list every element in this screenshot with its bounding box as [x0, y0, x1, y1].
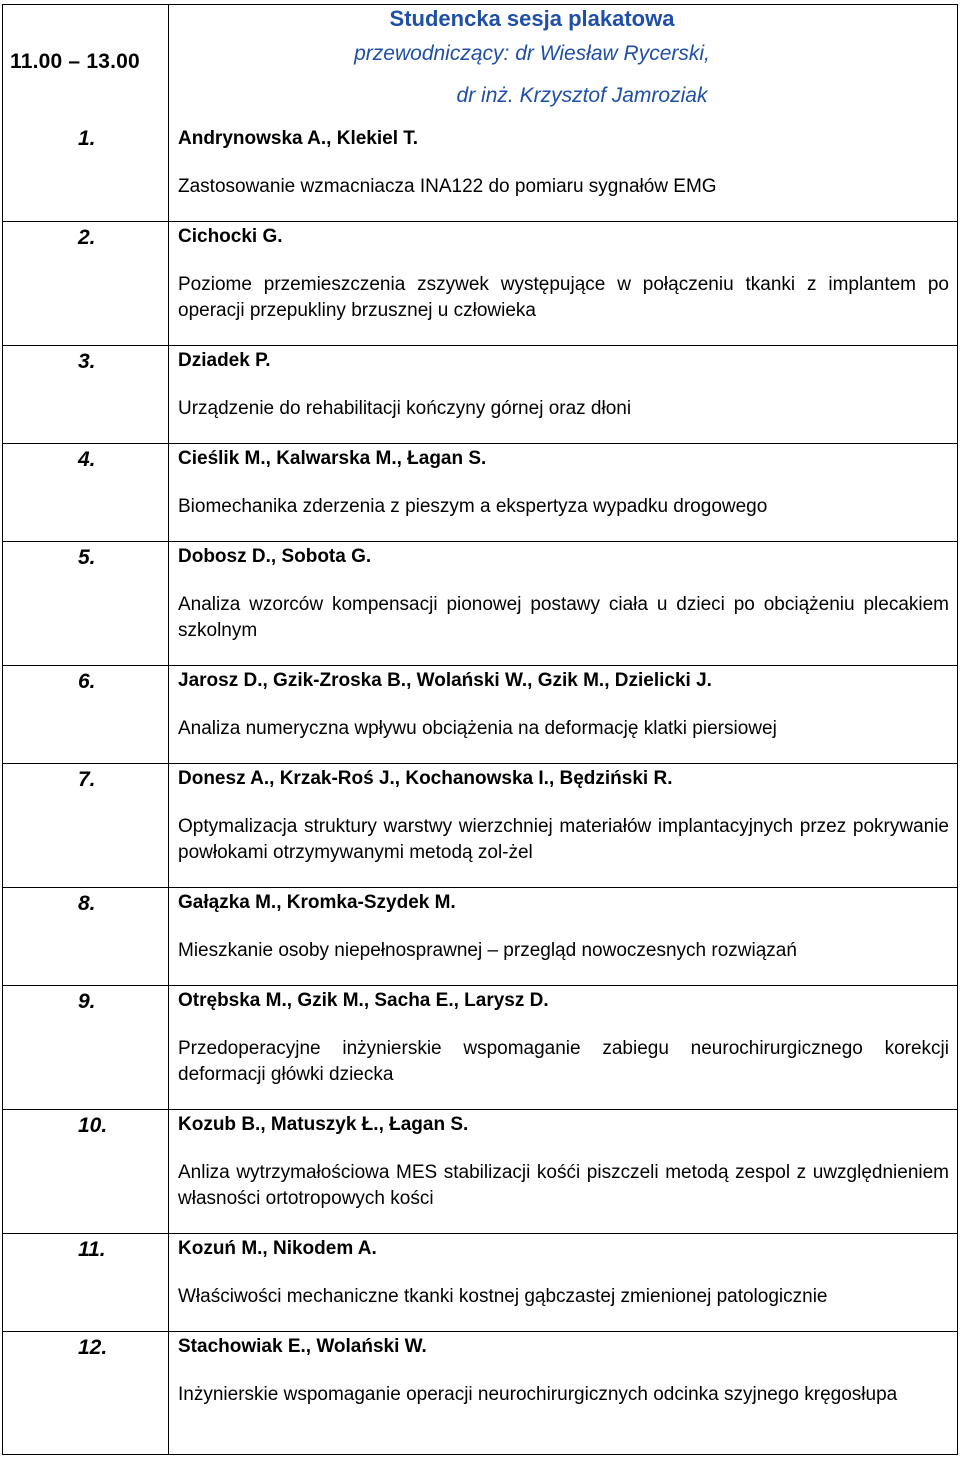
entry-title: Właściwości mechaniczne tkanki kostnej gąbczastej zmienionej patologicznie: [178, 1286, 828, 1307]
session-chair-2: dr inż. Krzysztof Jamroziak: [456, 84, 708, 107]
entry-authors: Andrynowska A., Klekiel T.: [178, 128, 419, 149]
entry-title: Analiza numeryczna wpływu obciążenia na deformację klatki piersiowej: [178, 718, 777, 739]
entry-title: Przedoperacyjne inżynierskie wspomaganie zabiegu neurochirurgicznego korekcji deformacji główki dziecka: [178, 1038, 949, 1085]
entry-number: 8.: [78, 892, 96, 915]
entry-number: 6.: [78, 670, 96, 693]
row-divider: [2, 541, 958, 542]
entry-authors: Donesz A., Krzak-Roś J., Kochanowska I., Będziński R.: [178, 768, 673, 789]
entry-number: 9.: [78, 990, 96, 1013]
session-title: Studencka sesja plakatowa: [389, 6, 675, 31]
entry-number: 2.: [78, 226, 96, 249]
row-divider: [2, 763, 958, 764]
row-divider: [2, 1233, 958, 1234]
row-divider: [2, 345, 958, 346]
entry-title: Poziome przemieszczenia zszywek występujące w połączeniu tkanki z implantem po operacji przepukliny brzusznej u człowieka: [178, 274, 949, 321]
entry-authors: Dziadek P.: [178, 350, 271, 371]
entry-authors: Otrębska M., Gzik M., Sacha E., Larysz D.: [178, 990, 549, 1011]
entry-authors: Cichocki G.: [178, 226, 283, 247]
entry-authors: Jarosz D., Gzik-Zroska B., Wolański W., Gzik M., Dzielicki J.: [178, 670, 712, 691]
entry-title: Inżynierskie wspomaganie operacji neurochirurgicznych odcinka szyjnego kręgosłupa: [178, 1384, 898, 1405]
entry-title: Mieszkanie osoby niepełnosprawnej – przegląd nowoczesnych rozwiązań: [178, 940, 797, 961]
row-divider: [2, 985, 958, 986]
entry-number: 7.: [78, 768, 96, 791]
row-divider: [2, 1109, 958, 1110]
entry-number: 1.: [78, 127, 96, 150]
row-divider: [2, 887, 958, 888]
entry-number: 10.: [78, 1114, 108, 1137]
row-divider: [2, 221, 958, 222]
entry-authors: Cieślik M., Kalwarska M., Łagan S.: [178, 448, 487, 469]
row-divider: [2, 665, 958, 666]
entry-title: Optymalizacja struktury warstwy wierzchniej materiałów implantacyjnych przez pokrywanie powłokami otrzymywanymi metodą zol-żel: [178, 816, 949, 863]
entry-number: 12.: [78, 1336, 108, 1359]
row-divider: [2, 1331, 958, 1332]
entry-authors: Dobosz D., Sobota G.: [178, 546, 372, 567]
entry-authors: Kozub B., Matuszyk Ł., Łagan S.: [178, 1114, 469, 1135]
row-divider: [2, 443, 958, 444]
entry-authors: Stachowiak E., Wolański W.: [178, 1336, 427, 1357]
session-time: 11.00 – 13.00: [10, 50, 140, 73]
entry-title: Anliza wytrzymałościowa MES stabilizacji kośći piszczeli metodą zespol z uwzględnieniem własności ortotropowych kości: [178, 1162, 949, 1209]
entry-title: Analiza wzorców kompensacji pionowej postawy ciała u dzieci po obciążeniu plecakiem szkolnym: [178, 594, 949, 641]
entry-number: 5.: [78, 546, 96, 569]
entry-title: Zastosowanie wzmacniacza INA122 do pomiaru sygnałów EMG: [178, 176, 717, 197]
entry-number: 11.: [78, 1238, 106, 1261]
entry-title: Urządzenie do rehabilitacji kończyny górnej oraz dłoni: [178, 398, 632, 419]
entry-number: 3.: [78, 350, 96, 373]
session-chair-1: przewodniczący: dr Wiesław Rycerski,: [354, 42, 710, 65]
entry-title: Biomechanika zderzenia z pieszym a ekspertyza wypadku drogowego: [178, 496, 768, 517]
entry-number: 4.: [78, 448, 96, 471]
entry-authors: Gałązka M., Kromka-Szydek M.: [178, 892, 456, 913]
entry-authors: Kozuń M., Nikodem A.: [178, 1238, 377, 1259]
